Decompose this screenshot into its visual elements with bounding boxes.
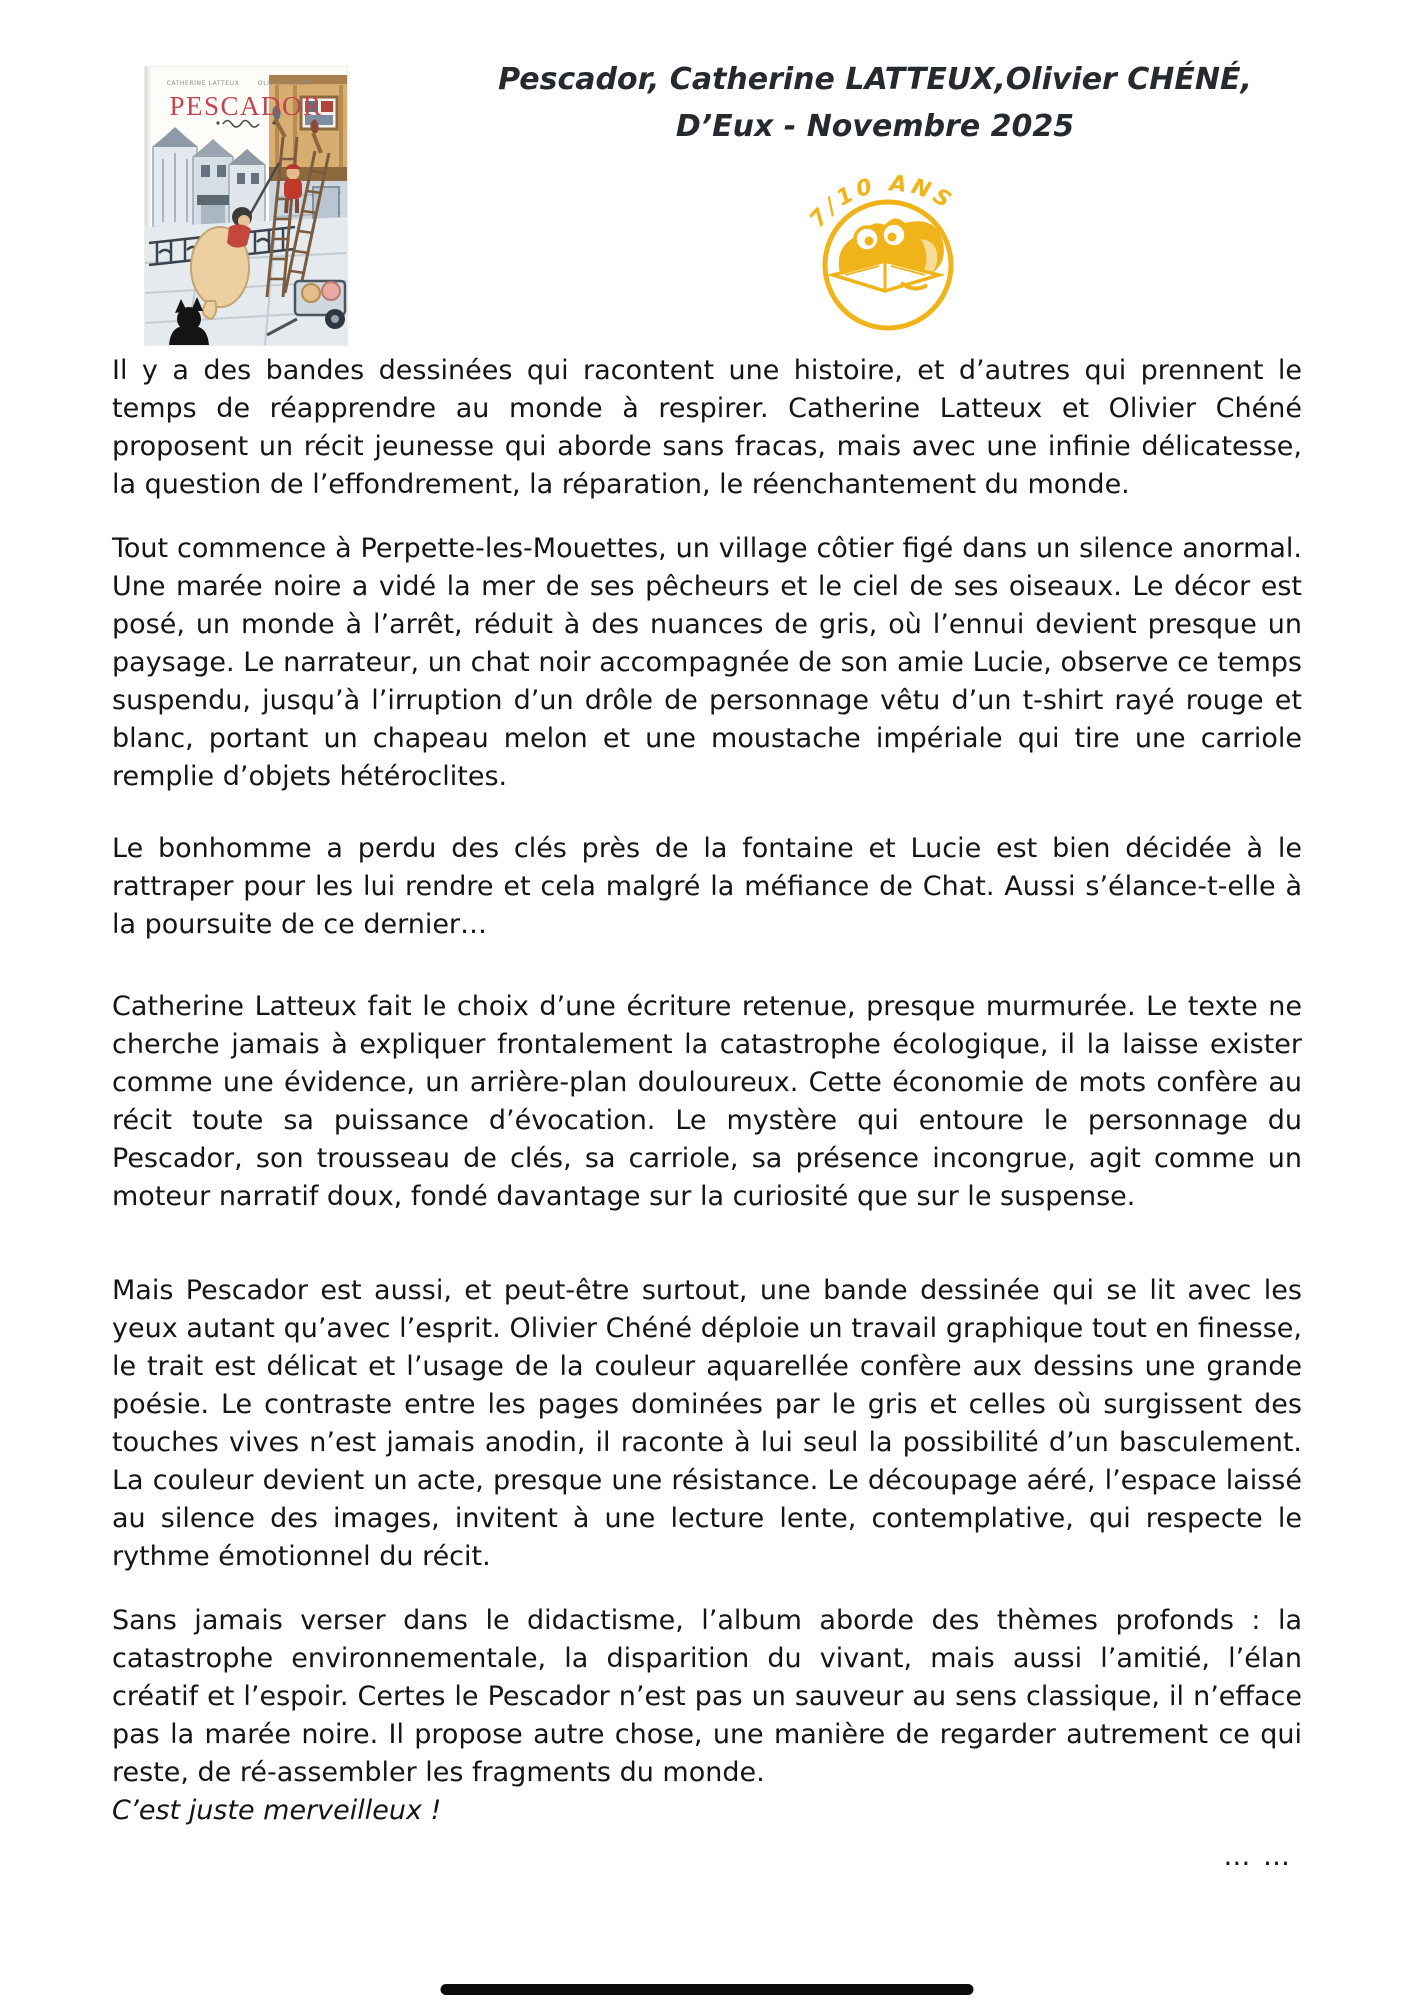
cover-author-right: Olivier Chéné	[257, 80, 313, 87]
trailing-dots: … …	[1223, 1841, 1292, 1872]
header-title-line1: Pescador, Catherine LATTEUX,Olivier CHÉNÉ,	[498, 62, 1252, 97]
paragraph-1: Il y a des bandes dessinées qui racontent une histoire, et d’autres qui prennent le temps de réapprendre au monde à respirer. Catherine Latteux et Olivier Chéné proposent un récit jeunesse qui aborde sans fracas, mais avec une infinie délicatesse, la question de l’effondrement, la réparation, le réenchantement du monde.	[112, 355, 1302, 500]
cover-illustration	[145, 67, 347, 345]
closing-line: C’est juste merveilleux !	[112, 1795, 442, 1826]
header-title-line2: D’Eux - Novembre 2025	[675, 109, 1075, 144]
home-indicator	[441, 1984, 974, 1995]
frog-reading-icon	[793, 155, 983, 345]
article	[112, 352, 1302, 1876]
cover-title: PESCADOR	[169, 91, 323, 121]
document-header	[380, 56, 1370, 150]
paragraph-3: Le bonhomme a perdu des clés près de la fontaine et Lucie est bien décidée à le rattraper pour les lui rendre et cela malgré la méfiance de Chat. Aussi s’élance-t-elle à la poursuite de ce dernier…	[112, 833, 1302, 940]
paragraph-2: Tout commence à Perpette-les-Mouettes, un village côtier figé dans un silence anormal. Une marée noire a vidé la mer de ses pêcheurs et le ciel de ses oiseaux. Le décor est posé, un monde à l’arrêt, réduit à des nuances de gris, où l’ennui devient presque un paysage. Le narrateur, un chat noir accompagnée de son amie Lucie, observe ce temps suspendu, jusqu’à l’irruption d’un drôle de personnage vêtu d’un t-shirt rayé rouge et blanc, portant un chapeau melon et une moustache impériale qui tire une carriole remplie d’objets hétéroclites.	[112, 533, 1302, 792]
logo-frog	[833, 218, 944, 291]
paragraph-4: Catherine Latteux fait le choix d’une écriture retenue, presque murmurée. Le texte ne cherche jamais à expliquer frontalement la catastrophe écologique, il la laisse exister comme une évidence, un arrière-plan douloureux. Cette économie de mots confère au récit toute sa puissance d’évocation. Le mystère qui entoure le personnage du Pescador, son trousseau de clés, sa carriole, sa présence incongrue, agit comme un moteur narratif doux, fondé davantage sur la curiosité que sur le suspense.	[112, 991, 1302, 1212]
logo-arc-text: 7/10 ANS	[805, 171, 959, 233]
paragraph-5: Mais Pescador est aussi, et peut-être surtout, une bande dessinée qui se lit avec les yeux autant qu’avec l’esprit. Olivier Chéné déploie un travail graphique tout en finesse, le trait est délicat et l’usage de la couleur aquarellée confère aux dessins une grande poésie. Le contraste entre les pages dominées par le gris et celles où surgissent des touches vives n’est jamais anodin, il raconte à lui seul la possibilité d’un basculement. La couleur devient un acte, presque une résistance. Le découpage aéré, l’espace laissé au silence des images, invitent à une lecture lente, contemplative, qui respecte le rythme émotionnel du récit.	[112, 1275, 1302, 1572]
book-cover-image	[145, 67, 347, 345]
cover-author-left: Catherine Latteux	[166, 80, 240, 87]
anniversary-logo	[793, 155, 983, 345]
paragraph-6: Sans jamais verser dans le didactisme, l’album aborde des thèmes profonds : la catastrophe environnementale, la disparition du vivant, mais aussi l’amitié, l’élan créatif et l’espoir. Certes le Pescador n’est pas un sauveur au sens classique, il n’efface pas la marée noire. Il propose autre chose, une manière de regarder autrement ce qui reste, de ré-assembler les fragments du monde.	[112, 1605, 1302, 1788]
cover-awning	[197, 195, 229, 205]
